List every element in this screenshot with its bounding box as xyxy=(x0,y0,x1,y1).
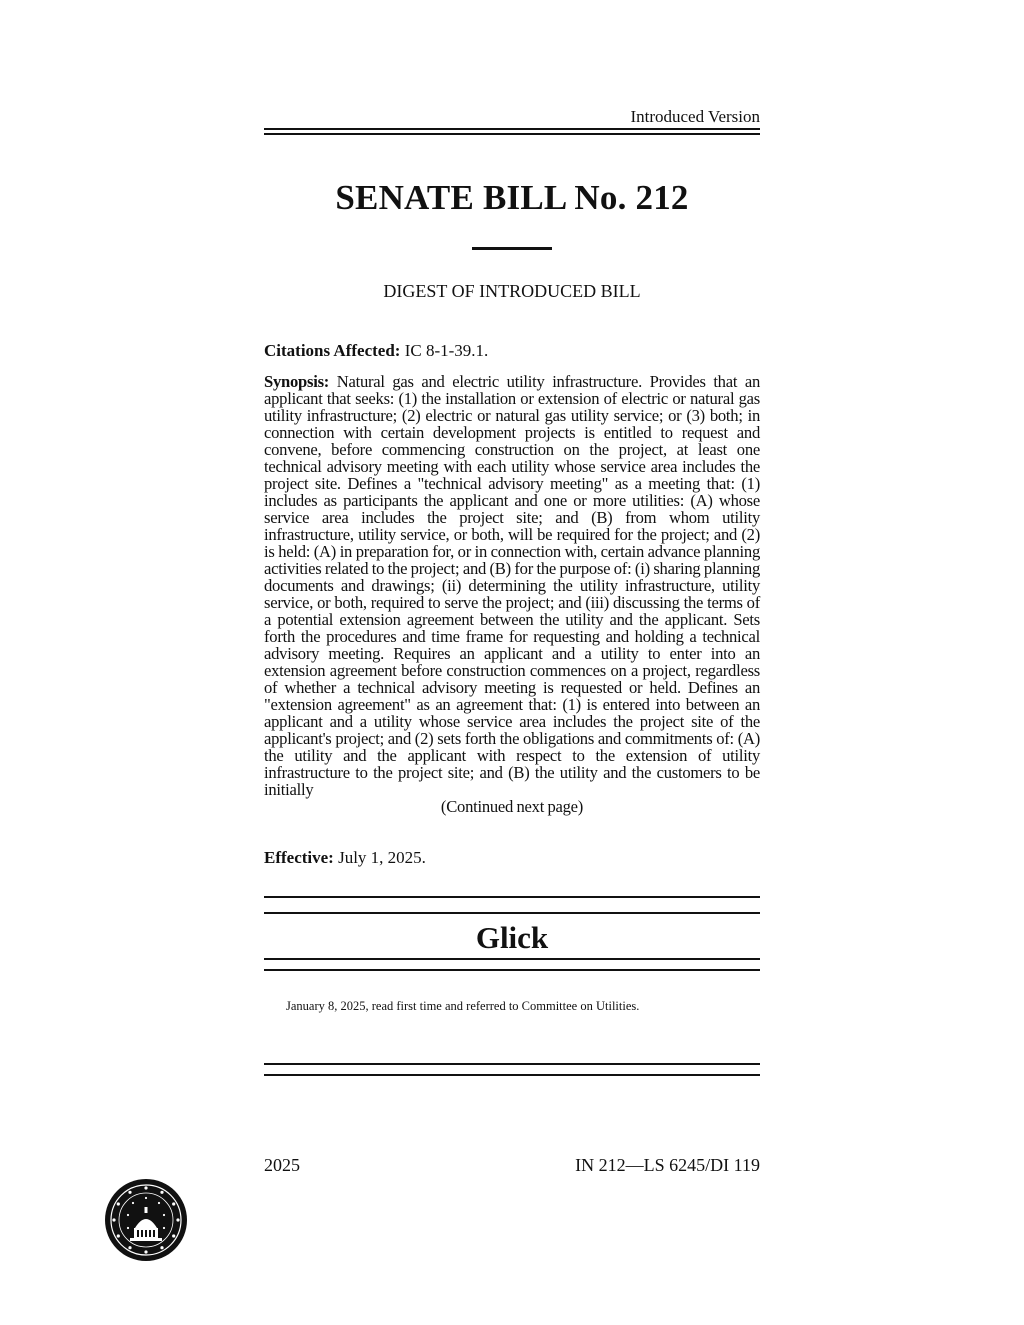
history-rule-1 xyxy=(264,1063,760,1065)
top-rule-1 xyxy=(264,128,760,130)
effective-date xyxy=(264,848,760,868)
sponsor-rule-top-1 xyxy=(264,896,760,898)
legislative-history: January 8, 2025, read first time and referred to Committee on Utilities. xyxy=(286,999,640,1013)
citations-label: Citations Affected: xyxy=(264,341,401,360)
citations-affected xyxy=(264,341,760,361)
continued-note: (Continued next page) xyxy=(440,797,584,816)
top-rule-2 xyxy=(264,133,760,135)
digest-heading: DIGEST OF INTRODUCED BILL xyxy=(383,281,641,301)
synopsis-text: Natural gas and electric utility infrastructure. Provides that an applicant that seeks: (1) the installation or extension of electric or natural gas utility infrastructure; (2) electric or natural gas utility service; or (3) both; in connection with certain development projects is entitled to request and convene, before commencing construction on the project, at least one technical advisory meeting with each utility whose service area includes the project site. Defines a "technical advisory meeting" as a meeting that: (1) includes as participants the applicant and one or more utilities: (A) whose service area includes the project site; and (B) from whom utility infrastructure, utility service, or both, will be required for the project; and (2) is held: (A) in preparation for, or in connection with, certain advance planning activities related to the project; and (B) for the purpose of: (i) sharing planning documents and drawings; (ii) determining the utility infrastructure, utility service, or both, required to serve the project; and (iii) discussing the terms of a potential extension agreement between the utility and the applicant. Sets forth the procedures and time frame for requesting and holding a technical advisory meeting. Requires an applicant and a utility to enter into an extension agreement before construction commences on a project, regardless of whether a technical advisory meeting is requested or held. Defines an "extension agreement" as an agreement that: (1) is entered into between an applicant and a utility whose service area includes the project site of the applicant's project; and (2) sets forth the obligations and commitments of: (A) the utility and the applicant with respect to the extension of utility infrastructure to the project site; and (B) the utility and the customers to be initially xyxy=(264,372,760,799)
effective-value: July 1, 2025. xyxy=(338,848,426,867)
bill-title: SENATE BILL No. 212 xyxy=(335,178,689,217)
footer-year: 2025 xyxy=(264,1155,300,1175)
citations-value: IC 8-1-39.1. xyxy=(404,341,489,360)
sponsor-name: Glick xyxy=(475,920,549,955)
title-underline xyxy=(472,247,552,250)
version-label: Introduced Version xyxy=(630,107,760,126)
history-rule-2 xyxy=(264,1074,760,1076)
effective-label: Effective: xyxy=(264,848,334,867)
sponsor-rule-top-2 xyxy=(264,912,760,914)
state-seal-icon xyxy=(104,1178,188,1262)
footer-bill-id: IN 212—LS 6245/DI 119 xyxy=(575,1155,760,1175)
synopsis xyxy=(264,373,760,815)
bill-page xyxy=(264,0,760,1325)
synopsis-label: Synopsis: xyxy=(264,372,330,391)
sponsor-rule-bottom-2 xyxy=(264,969,760,971)
sponsor-rule-bottom-1 xyxy=(264,958,760,960)
